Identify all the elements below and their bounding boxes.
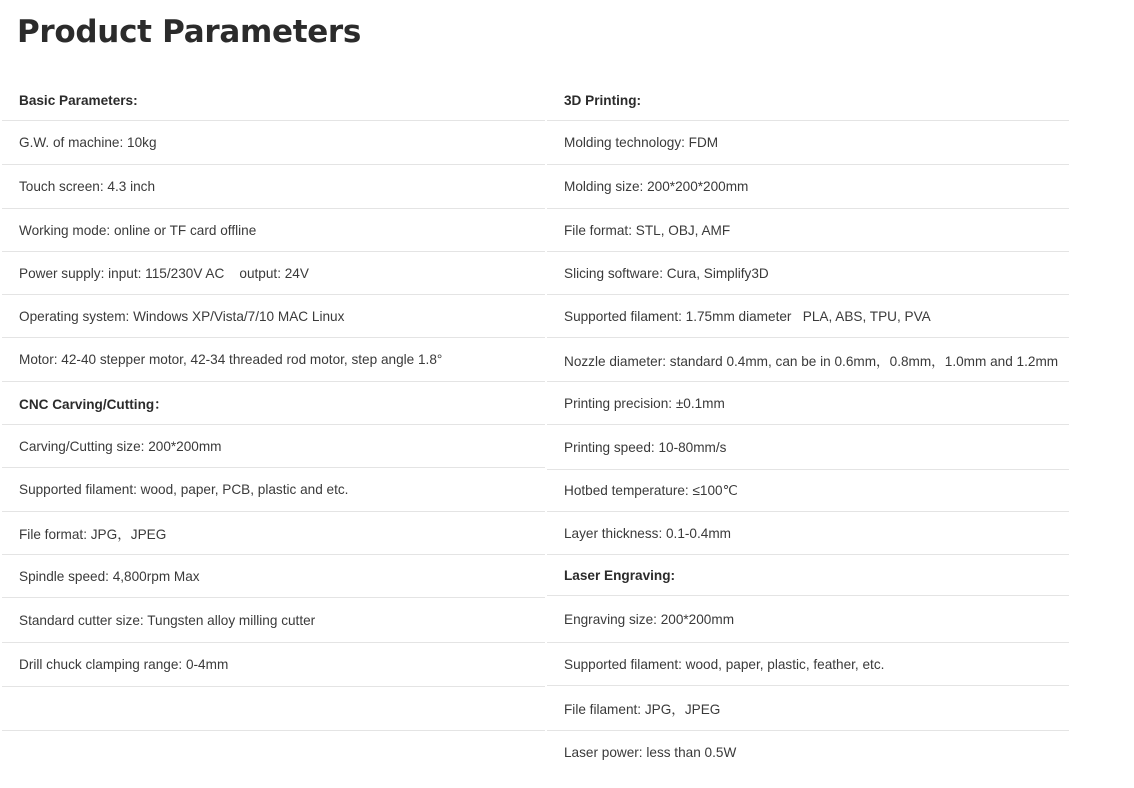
param-row-printing-precision: Printing precision: ±0.1mm (547, 382, 1069, 425)
page-title: Product Parameters (17, 14, 362, 50)
param-row-molding-technology: Molding technology: FDM (547, 121, 1069, 165)
param-row-laser-power: Laser power: less than 0.5W (564, 745, 737, 760)
basic-and-cnc-parameters-column (2, 81, 545, 731)
param-row-drill-chuck-range: Drill chuck clamping range: 0-4mm (2, 643, 545, 687)
param-row-cutter-size: Standard cutter size: Tungsten alloy milling cutter (2, 598, 545, 643)
param-row-layer-thickness: Layer thickness: 0.1-0.4mm (547, 512, 1069, 555)
section-heading-basic-parameters: Basic Parameters: (2, 81, 545, 121)
param-row-printing-file-format: File format: STL, OBJ, AMF (547, 209, 1069, 252)
param-row-motor: Motor: 42-40 stepper motor, 42-34 threaded rod motor, step angle 1.8° (2, 338, 545, 382)
param-row-printing-supported-filament: Supported filament: 1.75mm diameter PLA, ABS, TPU, PVA (547, 295, 1069, 338)
param-row-laser-supported-filament: Supported filament: wood, paper, plastic, feather, etc. (547, 643, 1069, 686)
section-heading-3d-printing: 3D Printing: (547, 81, 1069, 121)
param-row-hotbed-temperature: Hotbed temperature: ≤100℃ (547, 470, 1069, 512)
printing-and-laser-parameters-column (547, 81, 1069, 774)
section-heading-laser-engraving: Laser Engraving: (547, 555, 1069, 596)
param-row-printing-speed: Printing speed: 10-80mm/s (547, 425, 1069, 470)
param-row-slicing-software: Slicing software: Cura, Simplify3D (547, 252, 1069, 295)
param-row-gross-weight: G.W. of machine: 10kg (2, 121, 545, 165)
param-row-working-mode: Working mode: online or TF card offline (2, 209, 545, 252)
param-row-spindle-speed: Spindle speed: 4,800rpm Max (2, 555, 545, 598)
param-row-molding-size: Molding size: 200*200*200mm (547, 165, 1069, 209)
param-row-empty (2, 687, 545, 731)
param-row-nozzle-diameter: Nozzle diameter: standard 0.4mm, can be in 0.6mm，0.8mm，1.0mm and 1.2mm (547, 338, 1069, 382)
param-row-cnc-supported-filament: Supported filament: wood, paper, PCB, plastic and etc. (2, 468, 545, 512)
param-row-operating-system: Operating system: Windows XP/Vista/7/10 MAC Linux (2, 295, 545, 338)
param-row-power-supply: Power supply: input: 115/230V AC output: 24V (2, 252, 545, 295)
param-row-touch-screen: Touch screen: 4.3 inch (2, 165, 545, 209)
section-heading-cnc-carving: CNC Carving/Cutting： (2, 382, 545, 425)
param-row-carving-size: Carving/Cutting size: 200*200mm (2, 425, 545, 468)
param-row-engraving-size: Engraving size: 200*200mm (547, 596, 1069, 643)
param-row-cnc-file-format: File format: JPG，JPEG (2, 512, 545, 555)
param-row-laser-file-format: File filament: JPG，JPEG (547, 686, 1069, 731)
